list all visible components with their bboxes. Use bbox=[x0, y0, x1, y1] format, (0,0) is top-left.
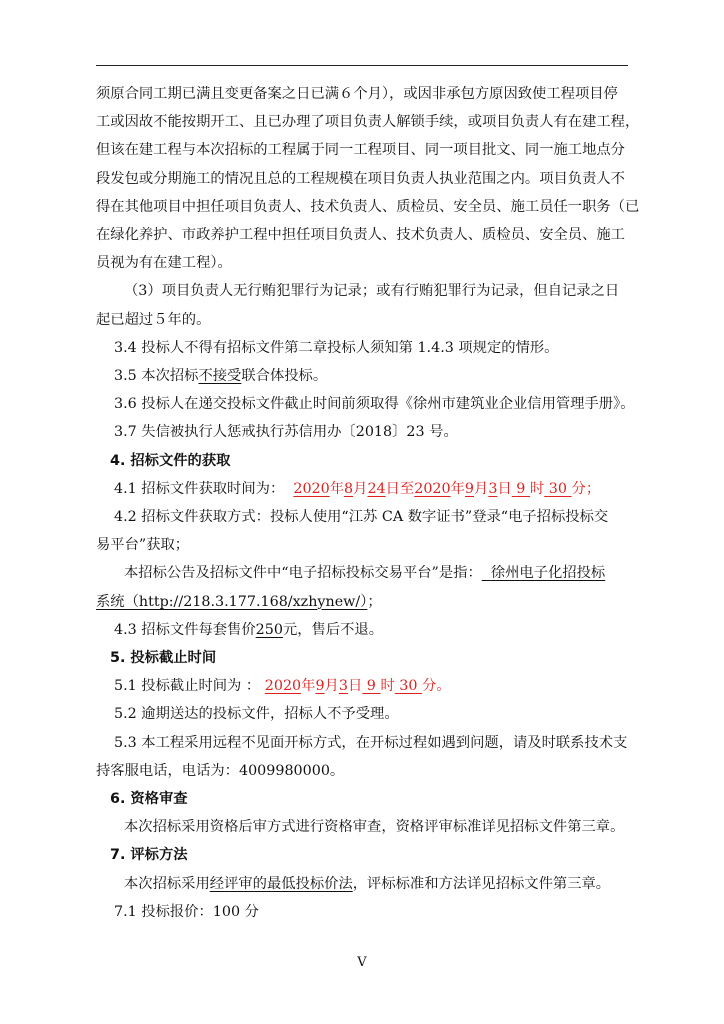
text-line: 工或因故不能按期开工、且已办理了项目负责人解锁手续，或项目负责人有在建工程， bbox=[96, 114, 640, 131]
text-line: 员视为有在建工程）。 bbox=[96, 255, 232, 272]
clause-3-7: 3.7 失信被执行人惩戒执行苏信用办〔2018〕23 号。 bbox=[114, 424, 458, 441]
clause-5-1: 5.1 投标截止时间为 ： 2020年9月3日 9 时 30 分。 bbox=[114, 678, 451, 695]
clause-5-2: 5.2 逾期送达的投标文件，招标人不予受理。 bbox=[114, 706, 399, 723]
clause-4-3: 4.3 招标文件每套售价250元，售后不退。 bbox=[114, 621, 384, 638]
clause-5-3: 5.3 本工程采用远程不见面开标方式，在开标过程如遇到问题，请及时联系技术支 bbox=[114, 734, 628, 751]
clause-4-2: 4.2 招标文件获取方式：投标人使用“江苏 CA 数字证书”登录“电子招标投标交 bbox=[114, 509, 609, 526]
section-heading-7: 7. 评标方法 bbox=[110, 847, 188, 864]
paragraph-project-manager-conditions bbox=[96, 80, 640, 277]
text-line: 但该在建工程与本次招标的工程属于同一工程项目、同一项目批文、同一施工地点分 bbox=[96, 142, 625, 159]
clause-3-5: 3.5 本次招标不接受联合体投标。 bbox=[114, 368, 328, 385]
platform-note: 本招标公告及招标文件中“电子招标投标交易平台”是指： 徐州电子化招投标 bbox=[124, 565, 606, 582]
section-heading-4: 4. 招标文件的获取 bbox=[110, 452, 231, 469]
platform-link-line: 系统（http://218.3.177.168/xzhynew/）； bbox=[96, 593, 382, 610]
text-line: 起已超过５年的。 bbox=[96, 311, 211, 328]
text-line: 持客服电话，电话为：4009980000。 bbox=[96, 762, 345, 779]
text-line: 得在其他项目中担任项目负责人、技术负责人、质检员、安全员、施工员任一职务（已 bbox=[96, 198, 640, 215]
clause-3-6: 3.6 投标人在递交投标文件截止时间前须取得《徐州市建筑业企业信用管理手册》。 bbox=[114, 396, 635, 413]
section-heading-5: 5. 投标截止时间 bbox=[110, 650, 217, 667]
paragraph-bribery-record bbox=[96, 277, 632, 333]
platform-link[interactable]: 系统（http://218.3.177.168/xzhynew/） bbox=[96, 593, 368, 610]
clause-4-1: 4.1 招标文件获取时间为： 2020年8月24日至2020年9月3日 9 时 30 分； bbox=[114, 480, 601, 497]
header-rule bbox=[96, 65, 628, 66]
document-body bbox=[96, 80, 640, 926]
clause-7-1: 7.1 投标报价：100 分 bbox=[114, 903, 259, 920]
text-line: （3）项目负责人无行贿犯罪行为记录；或有行贿犯罪行为记录，但自记录之日 bbox=[124, 283, 620, 300]
text-line: 须原合同工期已满且变更备案之日已满６个月），或因非承包方原因致使工程项目停 bbox=[96, 86, 618, 102]
evaluation-text: 本次招标采用经评审的最低投标价法，评标标准和方法详见招标文件第三章。 bbox=[124, 875, 611, 892]
page-number: V bbox=[357, 955, 367, 970]
clause-3-4: 3.4 投标人不得有招标文件第二章投标人须知第 1.4.3 项规定的情形。 bbox=[114, 339, 559, 356]
text-line: 段发包或分期施工的情况且总的工程规模在项目负责人执业范围之内。项目负责人不 bbox=[96, 170, 625, 187]
section-heading-6: 6. 资格审查 bbox=[110, 791, 188, 808]
qualification-text: 本次招标采用资格后审方式进行资格审查，资格评审标准详见招标文件第三章。 bbox=[124, 819, 625, 836]
text-line: 易平台”获取； bbox=[96, 537, 190, 554]
text-line: 在绿化养护、市政养护工程中担任项目负责人、技术负责人、质检员、安全员、施工 bbox=[96, 227, 625, 244]
